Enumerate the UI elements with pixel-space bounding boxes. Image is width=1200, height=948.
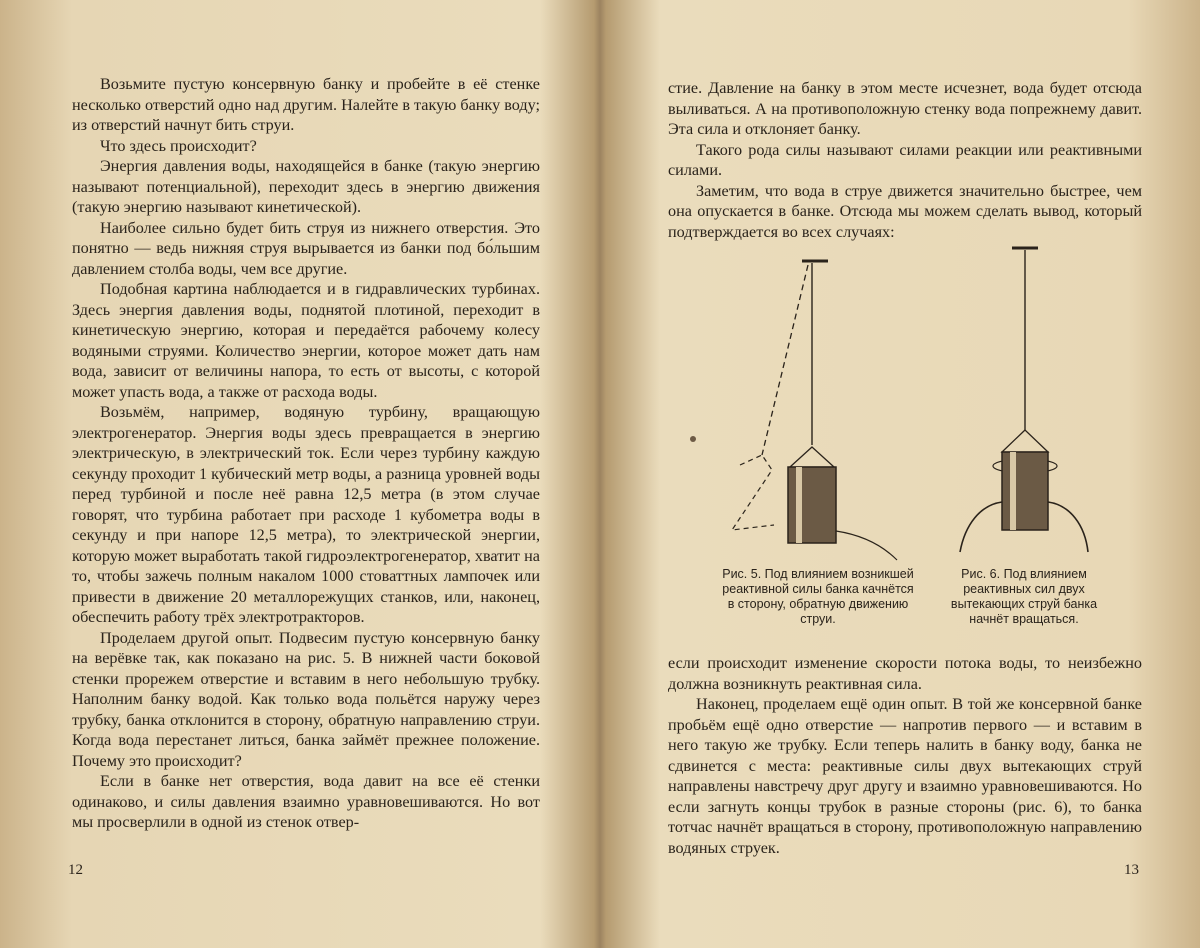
paragraph: Если в банке нет отверстия, вода давит на все её стенки одинаково, и силы давления взаимно уравновешиваются. Но вот мы просверлили в одной из стенок отвер- <box>72 771 540 833</box>
can-highlight <box>796 467 802 543</box>
figure-5-caption: Рис. 5. Под влиянием возникшей реактивной силы банка качнётся в сторону, обратную движению струи. <box>718 567 918 627</box>
paragraph: Что здесь происходит? <box>72 136 540 157</box>
page-number: 13 <box>1124 862 1139 879</box>
can-hanger <box>790 447 834 467</box>
paragraph: Проделаем другой опыт. Подвесим пустую консервную банку на верёвке так, как показано на рис. 5. В нижней части боковой стенки прорежем отверстие и вставим в него небольшую трубку. Наполним банку водой. Как только вода польётся наружу через трубку, банка отклонится в сторону, обратную направлению струи. Когда вода перестанет литься, банка займёт прежнее положение. Почему это происходит? <box>72 628 540 772</box>
paragraph: Энергия давления воды, находящейся в банке (такую энергию называют потенциальной), переходит здесь в энергию движения (такую энергию называют кинетической). <box>72 156 540 218</box>
can-deflected-outline <box>732 455 774 530</box>
book-spread <box>0 0 1200 948</box>
page-blemish <box>690 436 696 442</box>
figure-6-caption: Рис. 6. Под влиянием реактивных сил двух вытекающих струй банка начнёт вращаться. <box>942 567 1106 627</box>
paragraph: Возьмите пустую консервную банку и пробейте в её стенке несколько отверстий одно над другим. Налейте в такую банку воду; из отверстий начнут бить струи. <box>72 74 540 136</box>
paragraph: Возьмём, например, водяную турбину, вращающую электрогенератор. Энергия воды здесь превращается в энергию электрическую, в электрический ток. Если через турбину каждую секунду проходит 1 кубический метр воды, а разница уровней воды перед турбиной и после неё равна 12,5 метра (в этом случае говорят, что турбина работает при расходе 1 кубометра воды в секунду и при напоре 12,5 метра), то электрической энергии, которую может выработать такой гидроэлектрогенератор, хватит на то, чтобы зажечь полным накалом 1000 стоваттных лампочек или привести в движение 20 металлорежущих станков, или, наконец, обеспечить работу трёх электротракторов. <box>72 402 540 628</box>
can <box>1002 452 1048 530</box>
can-hanger <box>1002 430 1048 452</box>
rope-deflected <box>762 265 808 455</box>
paragraph: стие. Давление на банку в этом месте исчезнет, вода будет отсюда выливаться. А на противоположную стенку вода попрежнему давит. Эта сила и отклоняет банку. <box>668 78 1142 140</box>
left-page <box>0 0 600 948</box>
can-highlight <box>1010 452 1016 530</box>
paragraph: Заметим, что вода в струе движется значительно быстрее, чем она опускается в банке. Отсюда мы можем сделать вывод, который подтверждается во всех случаях: <box>668 181 1142 243</box>
left-water-jet <box>960 502 1002 552</box>
right-text-bottom <box>668 653 1142 858</box>
right-water-jet <box>1048 502 1088 552</box>
paragraph: Наиболее сильно будет бить струя из нижнего отверстия. Это понятно — ведь нижняя струя вырывается из банки под бо́льшим давлением столба воды, чем все другие. <box>72 218 540 280</box>
figure-5-swinging-can-illustration <box>712 255 932 565</box>
paragraph: Подобная картина наблюдается и в гидравлических турбинах. Здесь энергия давления воды, поднятой плотиной, переходит в кинетическую энергию, которая и передаётся рабочему колесу водяными струями. Количество энергии, которое может дать нам вода, зависит от величины напора, то есть от высоты, с которой может упасть вода, а также от расхода воды. <box>72 279 540 402</box>
figure-6-rotating-can-illustration <box>930 240 1110 560</box>
paragraph: если происходит изменение скорости потока воды, то неизбежно должна возникнуть реактивная сила. <box>668 653 1142 694</box>
water-jet <box>836 531 897 560</box>
page-number: 12 <box>68 862 83 879</box>
right-text-top <box>668 78 1142 242</box>
can <box>788 467 836 543</box>
paragraph: Наконец, проделаем ещё один опыт. В той же консервной банке пробьём ещё одно отверстие — напротив первого — и вставим в него такую же трубку. Если теперь налить в банку воду, банка не сдвинется с места: реактивные силы двух вытекающих струй направлены навстречу друг другу и взаимно уравновешиваются. Но если загнуть концы трубок в разные стороны (рис. 6), то банка тотчас начнёт вращаться в сторону, противоположную направлению водяных струек. <box>668 694 1142 858</box>
paragraph: Такого рода силы называют силами реакции или реактивными силами. <box>668 140 1142 181</box>
right-page <box>600 0 1200 948</box>
left-text-column <box>72 74 540 833</box>
